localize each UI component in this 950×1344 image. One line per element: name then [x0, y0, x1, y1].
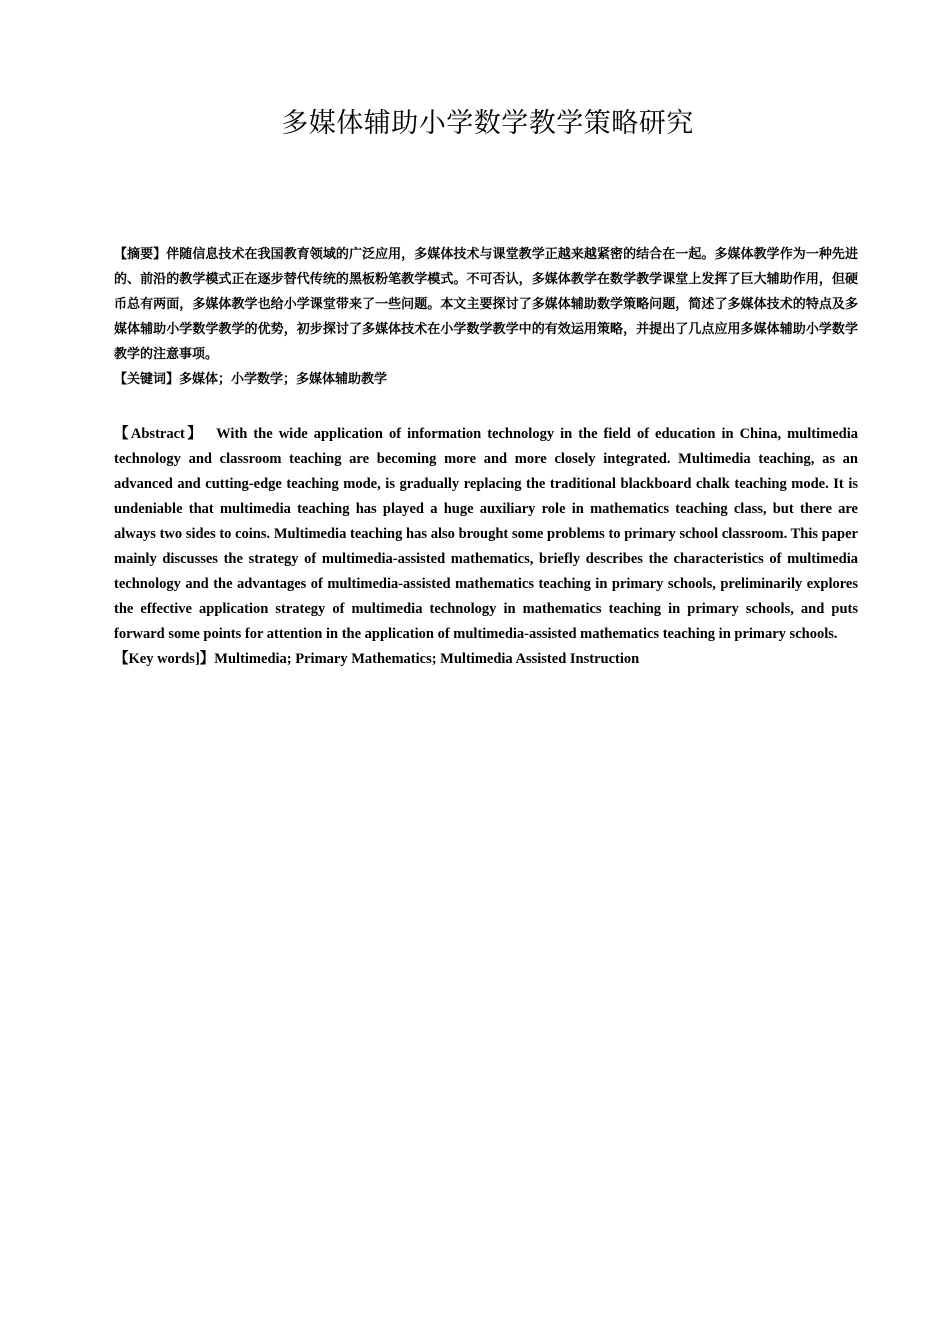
english-keywords-label: 【Key words]】: [114, 651, 215, 667]
chinese-keywords-text: 多媒体；小学数学；多媒体辅助教学: [179, 372, 388, 387]
english-abstract: [114, 422, 858, 647]
english-abstract-text: With the wide application of information technology in the field of education in China, multimedia technology and classroom teaching are becoming more and more closely integrated. Multimedia teaching, as an advanced and cutting-edge teaching mode, is gradually replacing the traditional blackboard chalk teaching mode. It is undeniable that multimedia teaching has played a huge auxiliary role in mathematics teaching class, but there are always two sides to coins. Multimedia teaching has also brought some problems to primary school classroom. This paper mainly discusses the strategy of multimedia-assisted mathematics, briefly describes the characteristics of multimedia technology and the advantages of multimedia-assisted mathematics teaching in primary schools, preliminarily explores the effective application strategy of multimedia technology in mathematics teaching in primary schools, and puts forward some points for attention in the application of multimedia-assisted mathematics teaching in primary schools.: [114, 426, 858, 642]
paper-title: 多媒体辅助小学数学教学策略研究: [281, 108, 694, 139]
english-abstract-label: 【Abstract】: [114, 426, 205, 442]
english-keywords: [114, 647, 858, 672]
chinese-abstract-text: 伴随信息技术在我国教育领域的广泛应用，多媒体技术与课堂教学正越来越紧密的结合在一起。多媒体教学作为一种先进的、前沿的教学模式正在逐步替代传统的黑板粉笔教学模式。不可否认，多媒体教学在数学教学课堂上发挥了巨大辅助作用，但硬币总有两面，多媒体教学也给小学课堂带来了一些问题。本文主要探讨了多媒体辅助数学策略问题，简述了多媒体技术的特点及多媒体辅助小学数学教学的优势，初步探讨了多媒体技术在小学数学教学中的有效运用策略，并提出了几点应用多媒体辅助小学数学教学的注意事项。: [114, 247, 858, 362]
english-keywords-text: Multimedia; Primary Mathematics; Multimedia Assisted Instruction: [214, 651, 640, 667]
chinese-abstract: [114, 242, 858, 367]
chinese-keywords-label: 【关键词】: [114, 372, 180, 387]
chinese-abstract-label: 【摘要】: [114, 247, 167, 262]
chinese-keywords: [114, 367, 858, 392]
